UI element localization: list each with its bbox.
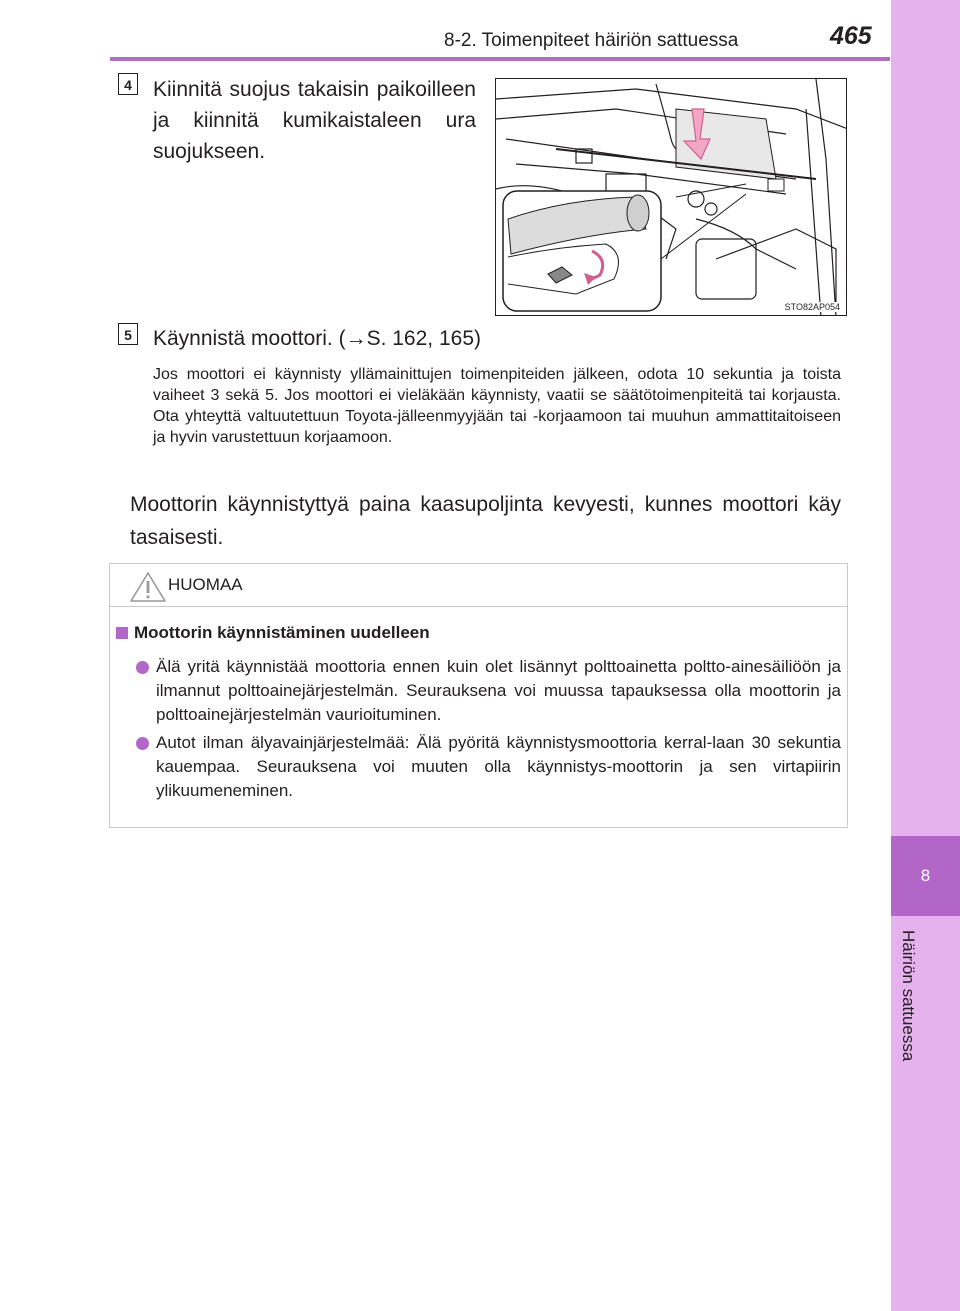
step-5-badge: 5: [118, 323, 138, 345]
caution-header: [110, 564, 847, 607]
bullet-icon: [136, 661, 149, 674]
step-5-note: Jos moottori ei käynnisty yllämainittujen toimenpiteiden jälkeen, odota 10 sekuntia ja toista vaiheet 3 sekä 5. Jos moottori ei vieläkään käynnisty, vaatii se säätötoimenpiteitä tai korjausta. Ota yhteyttä valtuutettuun Toyota-jälleenmyyjään tai -korjaamoon tai muuhun ammattitaitoiseen ja hyvin varustettuun korjaamoon.: [153, 366, 841, 446]
caution-title: HUOMAA: [168, 575, 243, 594]
bullet-icon: [136, 737, 149, 750]
caution-item: [136, 655, 841, 727]
step-5-text: Käynnistä moottori. (→S. 162, 165): [153, 327, 481, 350]
caution-item-text: Autot ilman älyavainjärjestelmää: Älä pyöritä käynnistysmoottoria kerral-laan 30 sekuntia kauempaa. Seurauksena voi muuten olla käynnistys-moottorin ja sen virtapiirin ylikuumeneminen.: [156, 733, 841, 800]
warning-triangle-icon: [128, 570, 168, 604]
chapter-name: Häiriön sattuessa: [899, 930, 918, 1062]
square-bullet-icon: [116, 627, 128, 639]
engine-illustration: [496, 79, 847, 316]
chapter-number: 8: [920, 866, 931, 885]
caution-section-label: Moottorin käynnistäminen uudelleen: [134, 623, 430, 642]
section-header: 8-2. Toimenpiteet häiriön sattuessa: [444, 30, 739, 51]
caution-box: [109, 563, 848, 828]
side-tab: [891, 0, 960, 1311]
caution-item-text: Älä yritä käynnistää moottoria ennen kuin olet lisännyt polttoainetta poltto-ainesäiliöön ja ilmannut polttoainejärjestelmän. Seurauksena voi muussa tapauksessa olla moottorin ja polttoainejärjestelmän vaurioituminen.: [156, 657, 841, 724]
step-4-text: Kiinnitä suojus takaisin paikoilleen ja kiinnitä kumikaistaleen ura suojukseen.: [153, 78, 476, 163]
caution-section-title: [116, 623, 430, 643]
engine-figure: [495, 78, 847, 316]
main-paragraph: Moottorin käynnistyttyä paina kaasupoljinta kevyesti, kunnes moottori käy tasaisesti.: [130, 493, 841, 549]
header-rule: [110, 57, 890, 61]
figure-code: STO82AP054: [784, 302, 840, 312]
page-number: 465: [830, 22, 872, 50]
step-4-badge: 4: [118, 73, 138, 95]
caution-item: [136, 731, 841, 803]
